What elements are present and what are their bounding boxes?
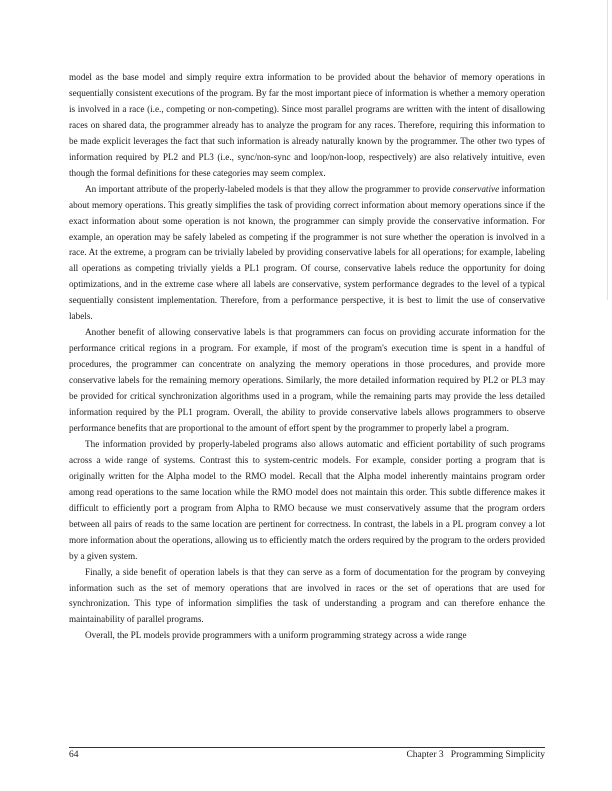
- paragraph-4: [69, 437, 545, 565]
- footer-rule: [69, 747, 545, 748]
- paragraph-1-text: model as the base model and simply require extra information to be provided about the behavior of memory operations in sequentially consistent executions of the program. By far the most important piece of information is whether a memory operation is involved in a race (i.e., competing or non-competing). Since most parallel programs are written with the intent of disallowing races on shared data, the programmer already has to analyze the program for any races. Therefore, requiring this information to be made explicit leverages the fact that such information is already naturally known by the programmer. The other two types of information required by PL2 and PL3 (i.e., sync/non-sync and loop/non-loop, respectively) are also relatively intuitive, even though the formal definitions for these categories may seem complex.: [69, 72, 545, 178]
- scan-edge-shadow: [607, 0, 608, 300]
- paragraph-3: [69, 325, 545, 437]
- paragraph-6: [69, 628, 545, 644]
- paragraph-4-text: The information provided by properly-labeled programs also allows automatic and efficient portability of such programs across a wide range of systems. Contrast this to system-centric models. For example, consider porting a program that is originally written for the Alpha model to the RMO model. Recall that the Alpha model inherently maintains program order among read operations to the same location while the RMO model does not maintain this order. This subtle difference makes it difficult to efficiently port a program from Alpha to RMO because we must conservatively assume that the program orders between all pairs of reads to the same location are pertinent for correctness. In contrast, the labels in a PL program convey a lot more information about the operations, allowing us to efficiently match the orders required by the program to the orders provided by a given system.: [69, 438, 545, 561]
- paragraph-5: [69, 565, 545, 629]
- paragraph-5-text: Finally, a side benefit of operation labels is that they can serve as a form of documentation for the program by conveying information such as the set of memory operations that are involved in races or the set of operations that are used for synchronization. This type of information simplifies the task of understanding a program and can therefore enhance the maintainability of parallel programs.: [69, 566, 545, 625]
- paragraph-6-text: Overall, the PL models provide programmers with a uniform programming strategy across a wide range: [85, 630, 467, 641]
- running-footer-chapter: Chapter 3 Programming Simplicity: [406, 750, 545, 760]
- paragraph-2-text-a: An important attribute of the properly-labeled models is that they allow the programmer to provide: [85, 183, 453, 194]
- body-text: [69, 70, 545, 644]
- paragraph-2: [69, 182, 545, 326]
- paragraph-3-text: Another benefit of allowing conservative labels is that programmers can focus on providing accurate information for the performance critical regions in a program. For example, if most of the program's execution time is spent in a handful of procedures, the programmer can concentrate on analyzing the memory operations in those procedures, and provide more conservative labels for the remaining memory operations. Similarly, the more detailed information required by PL2 or PL3 may be provided for critical synchronization algorithms used in a program, while the remaining parts may provide the less detailed information required by the PL1 program. Overall, the ability to provide conservative labels allows programmers to observe performance benefits that are proportional to the amount of effort spent by the programmer to properly label a program.: [69, 327, 545, 433]
- paragraph-1: [69, 70, 545, 182]
- emphasis-conservative: conservative: [452, 183, 500, 194]
- paragraph-2-text-b: information about memory operations. This greatly simplifies the task of providing correct information about memory operations since if the exact information about some operation is not known, the programmer can simply provide the conservative information. For example, an operation may be safely labeled as competing if the programmer is not sure whether the operation is involved in a race. At the extreme, a program can be trivially labeled by providing conservative labels for all operations; for example, labeling all operations as competing trivially yields a PL1 program. Of course, conservative labels reduce the opportunity for doing optimizations, and in the extreme case where all labels are conservative, system performance degrades to the level of a typical sequentially consistent implementation. Therefore, from a performance perspective, it is best to limit the use of conservative labels.: [69, 183, 545, 322]
- page-number: 64: [69, 750, 79, 760]
